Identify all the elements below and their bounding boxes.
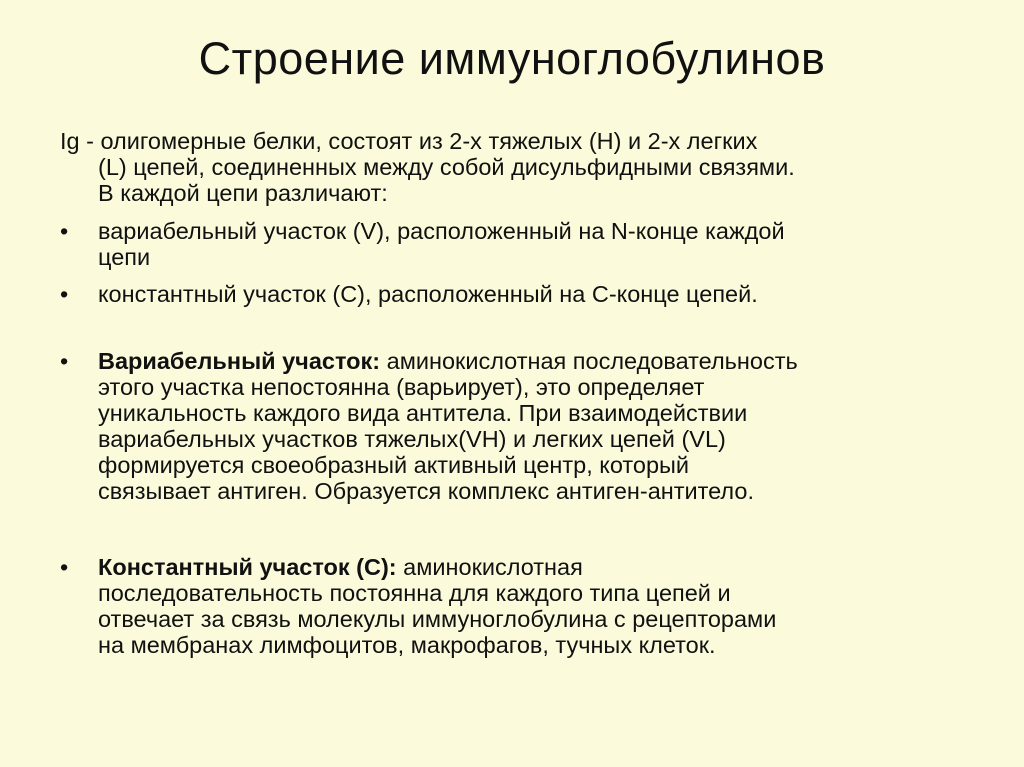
bullet-line: вариабельных участков тяжелых(VH) и легких цепей (VL)	[98, 426, 726, 452]
bullet-marker: •	[60, 348, 69, 374]
bullet-heading: Константный участок (С):	[98, 554, 397, 580]
bullet-line: цепи	[98, 244, 151, 270]
bullet-line: связывает антиген. Образуется комплекс антиген-антитело.	[98, 478, 755, 504]
bullet-line: аминокислотная последовательность	[380, 348, 798, 374]
bullet-line: вариабельный участок (V), расположенный на N-конце каждой	[98, 218, 785, 244]
bullet-constant-region	[98, 281, 978, 307]
intro-line-3: В каждой цепи различают:	[98, 180, 388, 206]
bullet-marker: •	[60, 218, 69, 244]
bullet-line: на мембранах лимфоцитов, макрофагов, тучных клеток.	[98, 632, 716, 658]
bullet-line: последовательность постоянна для каждого типа цепей и	[98, 580, 731, 606]
bullet-line: аминокислотная	[396, 554, 583, 580]
bullet-line: этого участка непостоянна (варьирует), это определяет	[98, 374, 705, 400]
slide-title: Строение иммуноглобулинов	[198, 33, 826, 84]
bullet-constant-definition	[98, 554, 978, 658]
bullet-variable-region	[98, 218, 978, 270]
bullet-line: отвечает за связь молекулы иммуноглобулина с рецепторами	[98, 606, 777, 632]
bullet-variable-definition	[98, 348, 978, 504]
bullet-marker: •	[60, 554, 69, 580]
bullet-line: формируется своеобразный активный центр, который	[98, 452, 690, 478]
bullet-line: константный участок (С), расположенный на С-конце цепей.	[98, 281, 758, 307]
intro-line-2: (L) цепей, соединенных между собой дисульфидными связями.	[98, 154, 795, 180]
bullet-marker: •	[60, 281, 69, 307]
intro-line-1: Ig - олигомерные белки, состоят из 2-х тяжелых (H) и 2-х легких	[60, 128, 758, 154]
bullet-heading: Вариабельный участок:	[98, 348, 381, 374]
bullet-line: уникальность каждого вида антитела. При взаимодействии	[98, 400, 748, 426]
